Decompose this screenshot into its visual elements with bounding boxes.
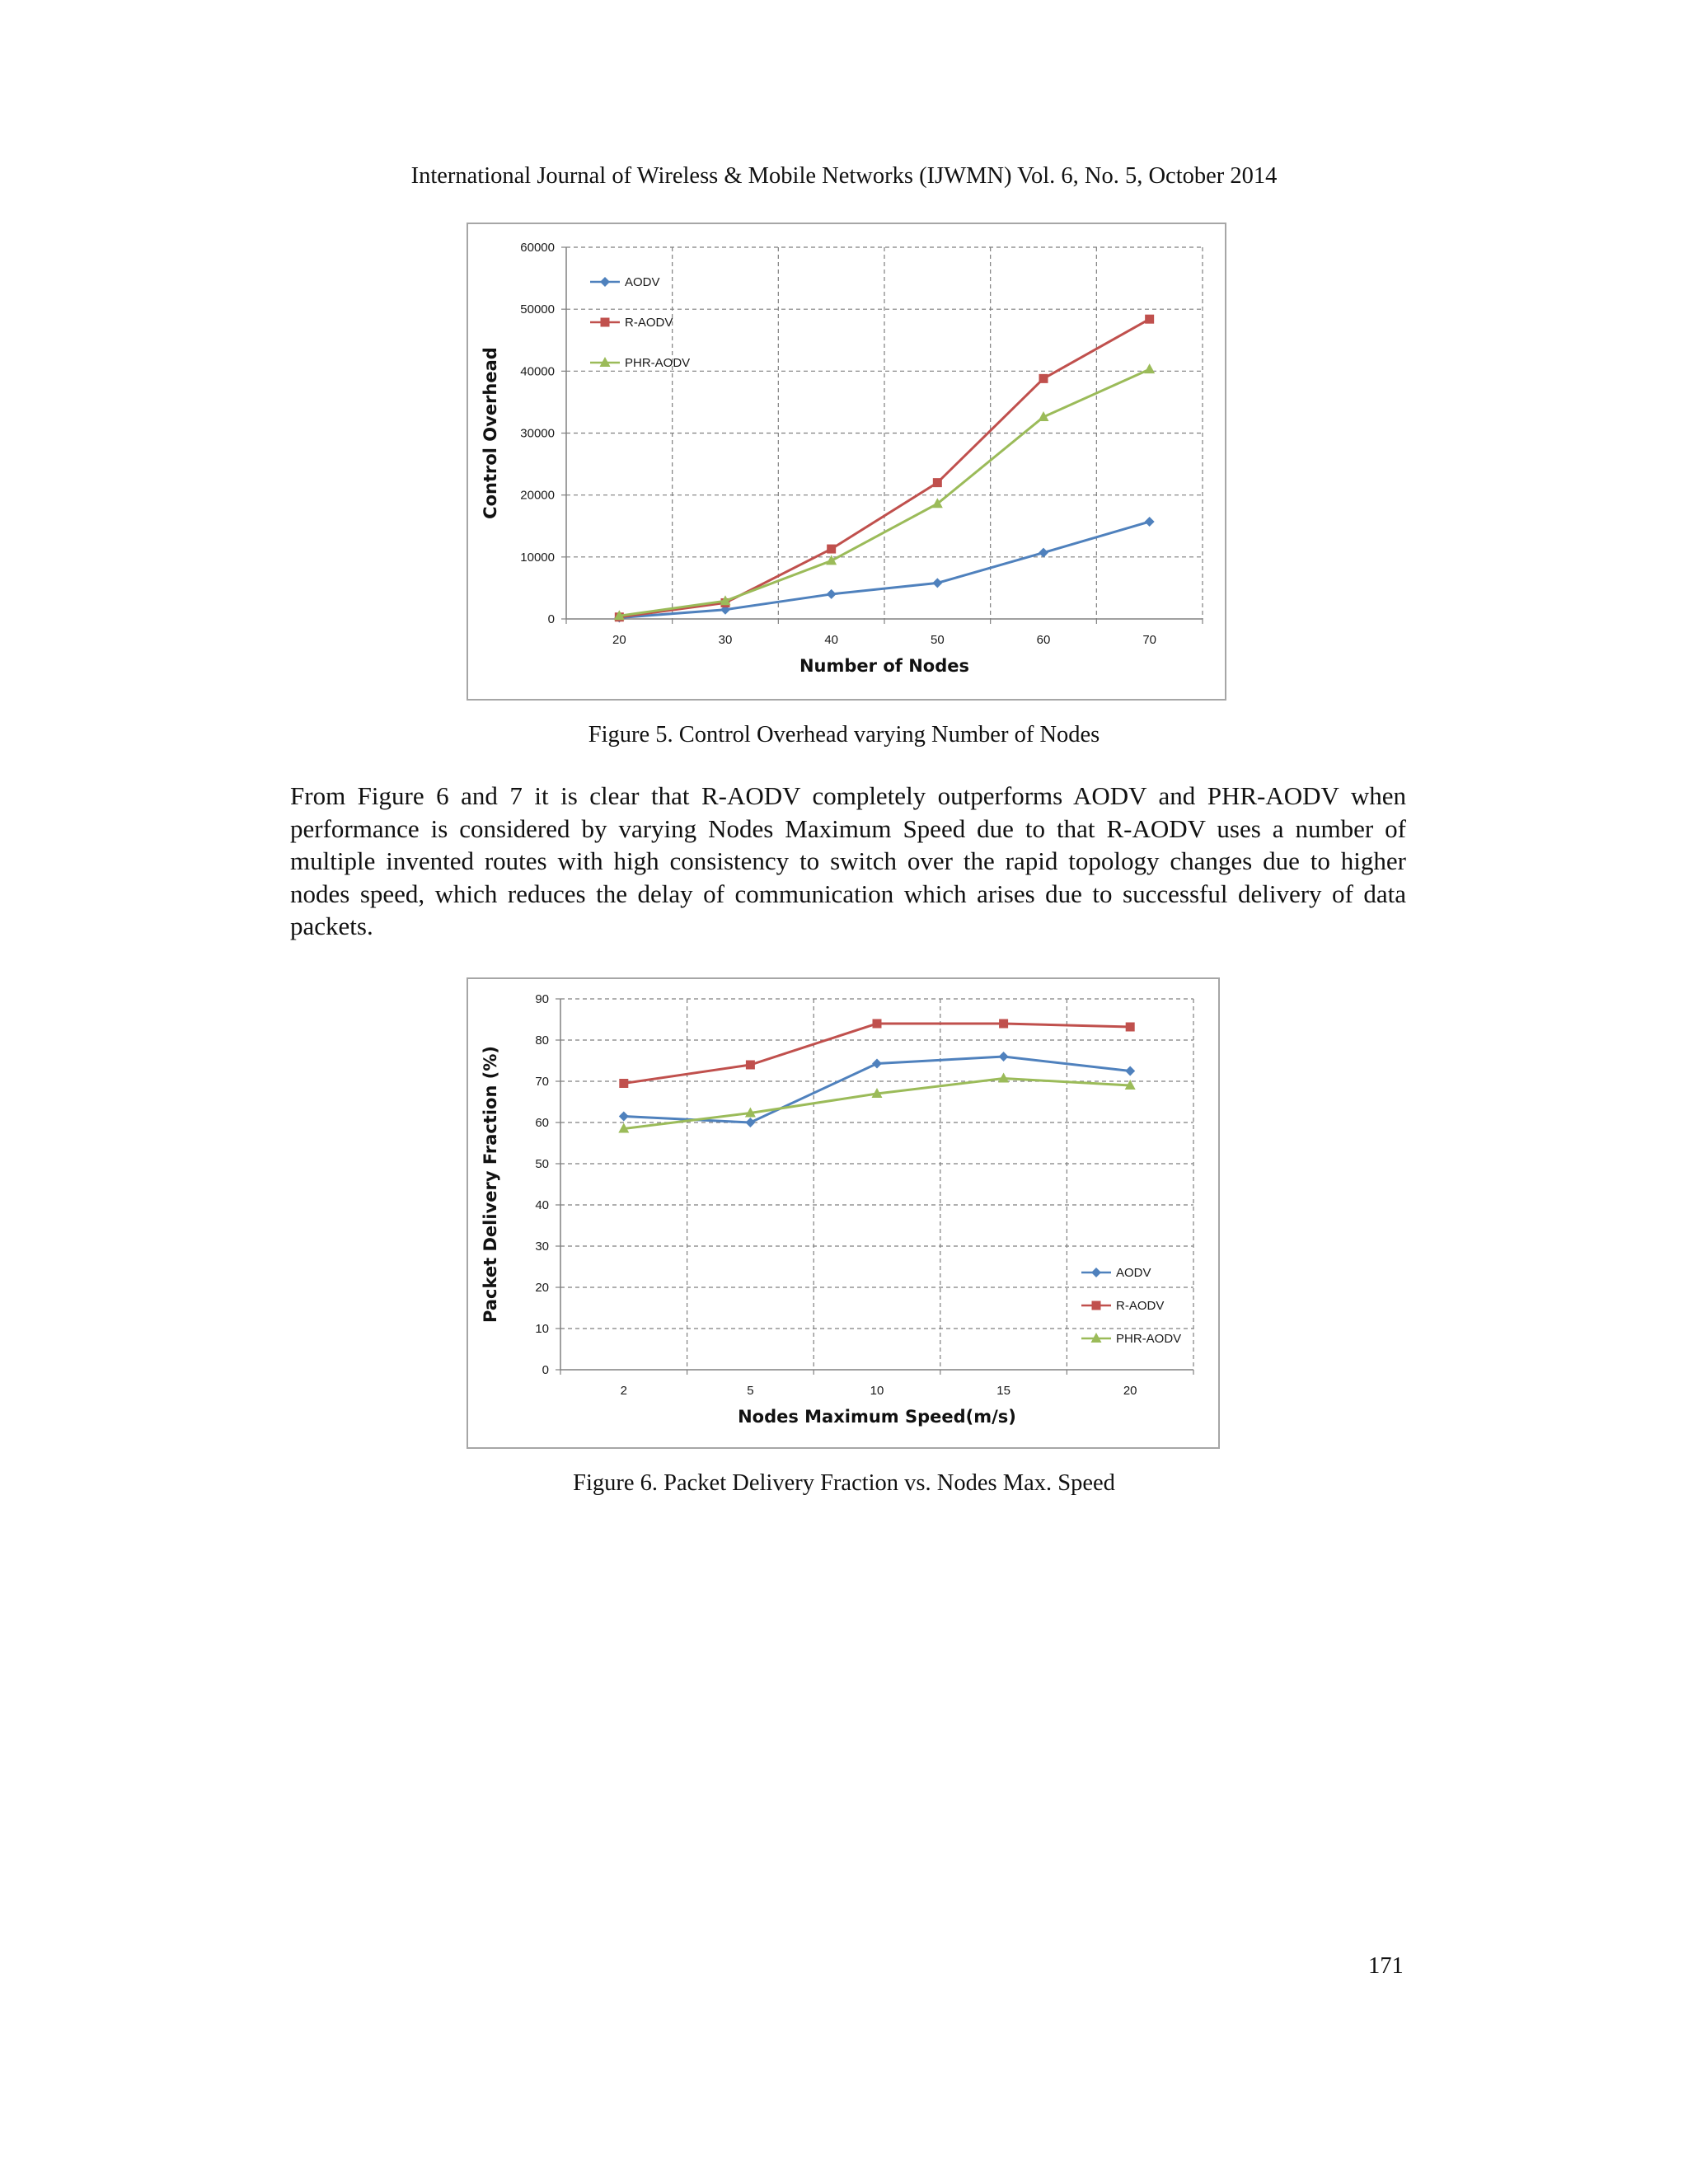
data-point-raodv — [1145, 315, 1154, 324]
y-tick-label: 10 — [535, 1322, 549, 1336]
control-overhead-line-chart — [468, 224, 1225, 699]
x-tick-label: 30 — [718, 633, 733, 647]
figure-5-caption: Figure 5. Control Overhead varying Number of Nodes — [588, 722, 1100, 748]
journal-header: International Journal of Wireless & Mobile Networks (IJWMN) Vol. 6, No. 5, October 2014 — [410, 163, 1278, 189]
data-point-aodv — [619, 1112, 629, 1122]
legend-marker-aodv — [1091, 1268, 1101, 1277]
x-tick-label: 10 — [870, 1384, 884, 1398]
y-tick-label: 40 — [535, 1198, 549, 1212]
y-tick-label: 50000 — [520, 302, 555, 317]
figure-6-caption: Figure 6. Packet Delivery Fraction vs. Nodes Max. Speed — [573, 1470, 1115, 1496]
legend-marker-raodv — [1092, 1301, 1101, 1310]
data-point-phraodv — [1144, 363, 1155, 373]
data-point-aodv — [1125, 1066, 1135, 1076]
legend-marker-raodv — [601, 318, 610, 327]
y-tick-label: 50 — [535, 1157, 549, 1171]
x-tick-label: 40 — [824, 633, 839, 647]
data-point-raodv — [999, 1019, 1008, 1029]
data-point-raodv — [1039, 374, 1048, 383]
x-tick-label: 50 — [930, 633, 945, 647]
page-number: 171 — [1368, 1953, 1404, 1979]
x-tick-label: 5 — [747, 1384, 754, 1398]
data-point-raodv — [619, 1079, 628, 1088]
x-tick-label: 70 — [1142, 633, 1157, 647]
y-tick-label: 40000 — [520, 364, 555, 379]
y-tick-label: 30 — [535, 1240, 549, 1254]
data-point-aodv — [1039, 548, 1048, 558]
data-point-raodv — [746, 1061, 755, 1070]
y-tick-label: 60000 — [520, 241, 555, 255]
series-line-raodv — [619, 319, 1149, 617]
x-tick-label: 15 — [996, 1384, 1010, 1398]
x-tick-label: 60 — [1036, 633, 1051, 647]
y-axis-label: Packet Delivery Fraction (%) — [481, 1046, 500, 1323]
legend-label: PHR-AODV — [625, 356, 691, 370]
figure-5-chart — [467, 223, 1226, 701]
body-paragraph: From Figure 6 and 7 it is clear that R-AODV completely outperforms AODV and PHR-AODV when performance is considered by varying Nodes Maximum Speed due to that R-AODV uses a number of multiple invented routes with high consistency to switch over the rapid topology changes due to higher nodes speed, which reduces the delay of communication which arises due to successful delivery of data packets. — [290, 781, 1406, 941]
figure-6-chart — [467, 977, 1220, 1449]
y-tick-label: 0 — [547, 612, 555, 626]
data-point-raodv — [827, 545, 836, 554]
y-tick-label: 0 — [542, 1363, 549, 1377]
data-point-aodv — [827, 589, 837, 599]
legend-marker-aodv — [600, 277, 610, 287]
data-point-aodv — [932, 578, 942, 588]
x-tick-label: 20 — [1123, 1384, 1137, 1398]
y-tick-label: 80 — [535, 1033, 549, 1047]
y-tick-label: 20000 — [520, 488, 555, 503]
x-axis-label: Nodes Maximum Speed(m/s) — [738, 1407, 1016, 1427]
legend-label: AODV — [1116, 1266, 1151, 1280]
y-tick-label: 60 — [535, 1116, 549, 1130]
packet-delivery-line-chart — [468, 979, 1218, 1447]
y-axis-label: Control Overhead — [481, 347, 500, 519]
data-point-raodv — [873, 1019, 882, 1029]
legend-label: AODV — [625, 275, 660, 289]
x-tick-label: 20 — [612, 633, 626, 647]
y-tick-label: 10000 — [520, 550, 555, 565]
y-tick-label: 20 — [535, 1281, 549, 1295]
legend-label: R-AODV — [1116, 1299, 1165, 1313]
data-point-aodv — [745, 1118, 755, 1127]
data-point-aodv — [872, 1059, 882, 1069]
y-tick-label: 70 — [535, 1075, 549, 1089]
y-tick-label: 90 — [535, 992, 549, 1006]
data-point-raodv — [933, 478, 942, 487]
series-line-raodv — [624, 1024, 1130, 1084]
x-axis-label: Number of Nodes — [799, 656, 970, 676]
data-point-aodv — [999, 1052, 1009, 1062]
y-tick-label: 30000 — [520, 426, 555, 441]
data-point-aodv — [1145, 517, 1155, 527]
data-point-raodv — [1126, 1023, 1135, 1032]
legend-label: PHR-AODV — [1116, 1332, 1182, 1346]
x-tick-label: 2 — [620, 1384, 627, 1398]
legend-label: R-AODV — [625, 316, 673, 330]
